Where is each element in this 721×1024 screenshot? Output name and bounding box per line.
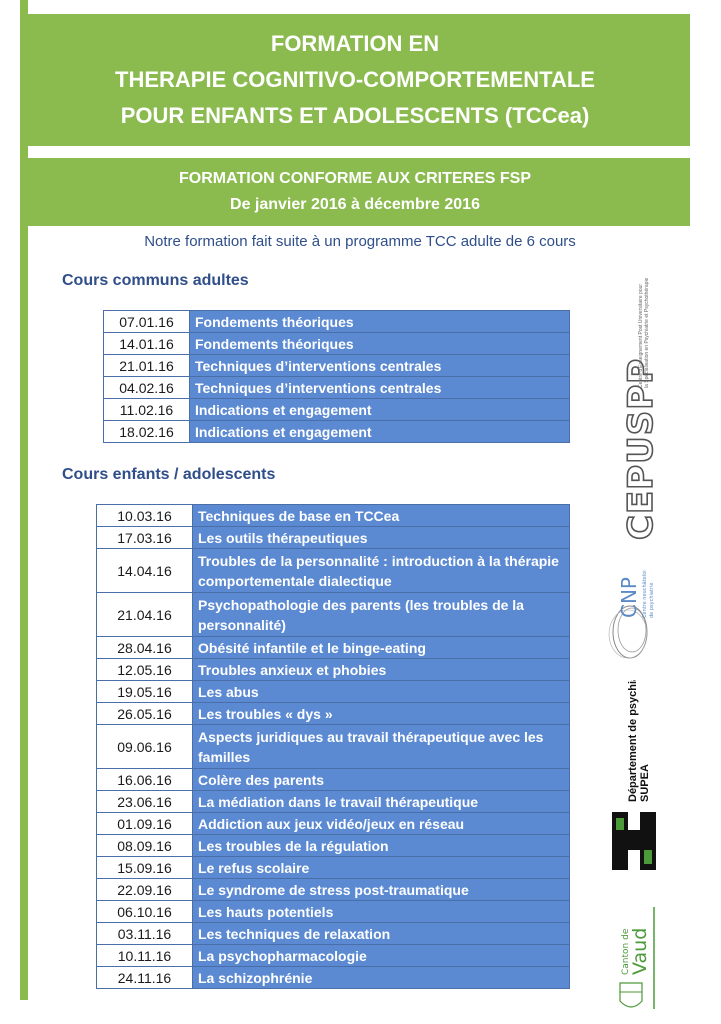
course-date: 04.02.16: [104, 377, 190, 399]
course-date: 03.11.16: [97, 923, 193, 945]
course-date: 21.01.16: [104, 355, 190, 377]
table-row: [97, 725, 570, 769]
table-row: [104, 333, 570, 355]
course-title: Obésité infantile et le binge-eating: [193, 637, 570, 659]
table-row: [97, 659, 570, 681]
vaud-line-1: Canton de: [621, 928, 631, 975]
table-row: [104, 421, 570, 443]
table-row: [104, 377, 570, 399]
canton-vaud-logo: [612, 905, 660, 1017]
table-row: [97, 857, 570, 879]
adult-courses-table: [103, 310, 570, 443]
chuv-mark-graphic: [612, 680, 660, 880]
course-title: Les techniques de relaxation: [193, 923, 570, 945]
cepuspp-tagline-2: la Spécialisation en Psychiatrie et Psychothérapie: [644, 277, 650, 388]
course-date: 16.06.16: [97, 769, 193, 791]
course-date: 12.05.16: [97, 659, 193, 681]
course-title: Troubles anxieux et phobies: [193, 659, 570, 681]
table-row: [97, 505, 570, 527]
table-row: [104, 355, 570, 377]
divider-strip: [48, 148, 690, 158]
cepuspp-tagline: [638, 278, 650, 388]
course-title: Les hauts potentiels: [193, 901, 570, 923]
course-date: 11.02.16: [104, 399, 190, 421]
course-date: 28.04.16: [97, 637, 193, 659]
course-title: Le refus scolaire: [193, 857, 570, 879]
course-title: Les troubles « dys »: [193, 703, 570, 725]
course-title: Colère des parents: [193, 769, 570, 791]
course-title: La schizophrénie: [193, 967, 570, 989]
course-title: La médiation dans le travail thérapeutique: [193, 791, 570, 813]
table-row: [97, 967, 570, 989]
vaud-shield-icon: [612, 905, 660, 1017]
course-title: Les outils thérapeutiques: [193, 527, 570, 549]
course-date: 09.06.16: [97, 725, 193, 769]
section-title-adult: Cours communs adultes: [62, 272, 249, 289]
course-date: 15.09.16: [97, 857, 193, 879]
dept-line-1: Département de psychiatrie: [627, 680, 639, 802]
left-accent-bar: [20, 0, 28, 1000]
header-band: [20, 14, 690, 146]
kids-courses-table: [96, 504, 570, 989]
course-title: Techniques d’interventions centrales: [190, 377, 570, 399]
cepuspp-wordmark-graphic: [608, 298, 658, 548]
cnp-logo: [606, 570, 662, 670]
cepuspp-tagline-1: Centre d'Enseignement Post Universitaire pour: [638, 283, 644, 388]
course-date: 19.05.16: [97, 681, 193, 703]
subtitle-line-2: De janvier 2016 à décembre 2016: [230, 196, 480, 213]
course-title: Techniques de base en TCCea: [193, 505, 570, 527]
course-date: 01.09.16: [97, 813, 193, 835]
course-date: 18.02.16: [104, 421, 190, 443]
course-date: 10.03.16: [97, 505, 193, 527]
course-date: 22.09.16: [97, 879, 193, 901]
course-date: 24.11.16: [97, 967, 193, 989]
table-row: [97, 791, 570, 813]
course-title: Les troubles de la régulation: [193, 835, 570, 857]
title-line-3: POUR ENFANTS ET ADOLESCENTS (TCCea): [120, 103, 590, 128]
table-row: [97, 593, 570, 637]
course-title: Addiction aux jeux vidéo/jeux en réseau: [193, 813, 570, 835]
cepuspp-wordmark: CEPUSPP: [621, 357, 658, 540]
course-date: 26.05.16: [97, 703, 193, 725]
course-title: Techniques d’interventions centrales: [190, 355, 570, 377]
vaud-line-2: Vaud: [629, 927, 651, 975]
table-row: [97, 769, 570, 791]
section-title-kids: Cours enfants / adolescents: [62, 466, 276, 483]
course-title: Troubles de la personnalité : introduction à la thérapie comportementale dialectique: [193, 549, 570, 593]
table-row: [97, 835, 570, 857]
course-date: 10.11.16: [97, 945, 193, 967]
course-title: Indications et engagement: [190, 399, 570, 421]
course-date: 14.04.16: [97, 549, 193, 593]
table-row: [97, 549, 570, 593]
table-row: [97, 681, 570, 703]
course-date: 21.04.16: [97, 593, 193, 637]
course-title: Aspects juridiques au travail thérapeutique avec les familles: [193, 725, 570, 769]
course-title: Le syndrome de stress post-traumatique: [193, 879, 570, 901]
intro-text: Notre formation fait suite à un programme TCC adulte de 6 cours: [144, 233, 576, 250]
table-row: [97, 945, 570, 967]
course-date: 08.09.16: [97, 835, 193, 857]
course-date: 07.01.16: [104, 311, 190, 333]
table-row: [97, 637, 570, 659]
course-title: Fondements théoriques: [190, 311, 570, 333]
cnp-tagline-1: Centre neuchâtelois: [642, 570, 648, 618]
subtitle-line-1: FORMATION CONFORME AUX CRITERES FSP: [179, 170, 531, 187]
course-title: Les abus: [193, 681, 570, 703]
course-date: 14.01.16: [104, 333, 190, 355]
dept-psychiatrie-logo: [612, 680, 660, 880]
course-date: 06.10.16: [97, 901, 193, 923]
table-row: [97, 813, 570, 835]
table-row: [97, 901, 570, 923]
cnp-tagline-2: de psychiatrie: [649, 582, 655, 618]
table-row: [97, 879, 570, 901]
course-title: Indications et engagement: [190, 421, 570, 443]
subtitle-band: [20, 158, 690, 226]
course-date: 17.03.16: [97, 527, 193, 549]
table-row: [104, 311, 570, 333]
table-row: [104, 399, 570, 421]
title-line-1: FORMATION EN: [270, 31, 440, 56]
cepuspp-logo: [608, 277, 658, 548]
cnp-swirl-icon: [606, 570, 662, 670]
course-title: Psychopathologie des parents (les troubles de la personnalité): [193, 593, 570, 637]
course-title: Fondements théoriques: [190, 333, 570, 355]
table-row: [97, 923, 570, 945]
dept-line-2: SUPEA: [639, 764, 651, 802]
course-title: La psychopharmacologie: [193, 945, 570, 967]
table-row: [97, 527, 570, 549]
cnp-wordmark: CNP: [617, 577, 641, 618]
course-date: 23.06.16: [97, 791, 193, 813]
table-row: [97, 703, 570, 725]
title-line-2: THERAPIE COGNITIVO-COMPORTEMENTALE: [115, 67, 595, 92]
